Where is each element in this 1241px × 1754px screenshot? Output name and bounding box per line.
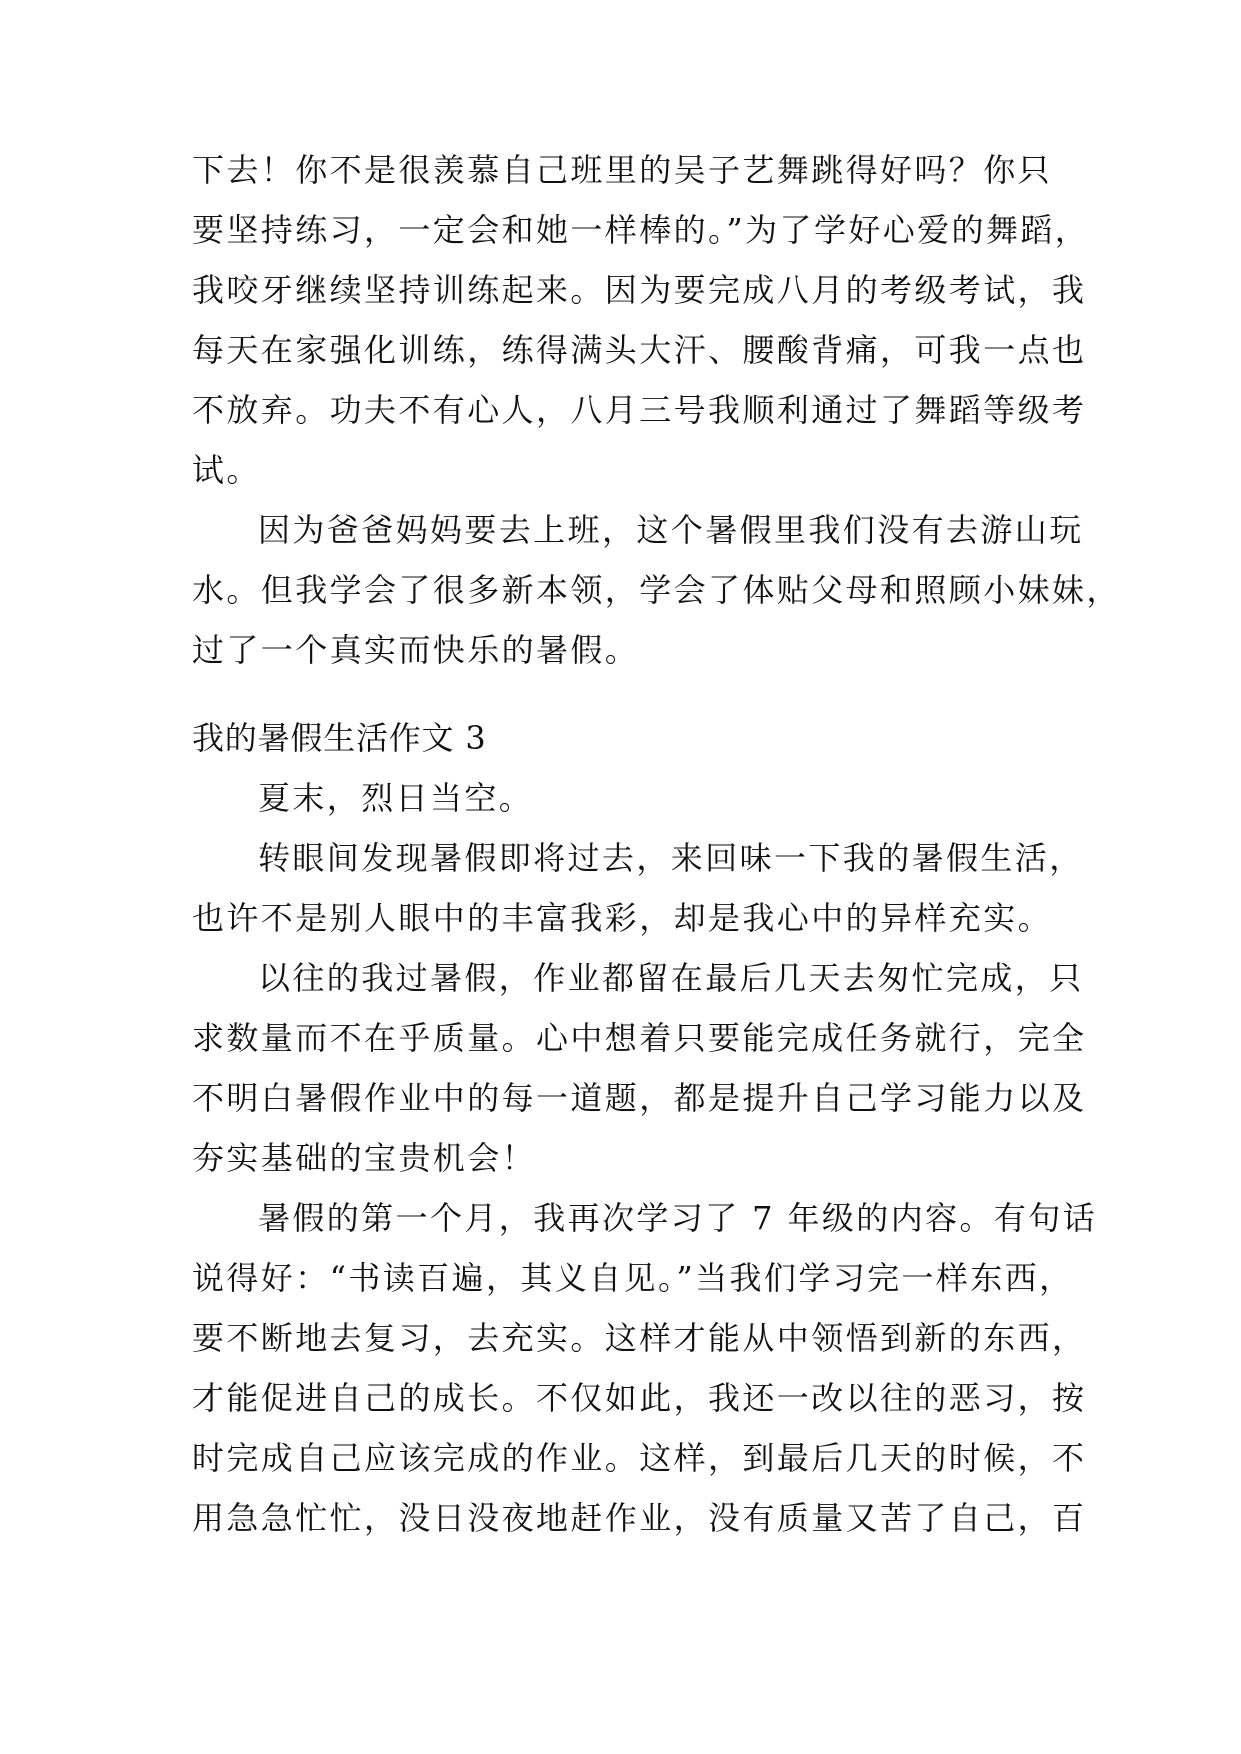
text-line: 试。 <box>192 451 261 489</box>
paragraph-2 <box>192 500 1121 680</box>
text-line: 夏末，烈日当空。 <box>258 779 534 817</box>
text-line: 水。但我学会了很多新本领，学会了体贴父母和照顾小妹妹， <box>192 571 1121 609</box>
text-line: 不放弃。功夫不有心人，八月三号我顺利通过了舞蹈等级考 <box>192 391 1087 429</box>
text-line: 求数量而不在乎质量。心中想着只要能完成任务就行，完全 <box>192 1019 1087 1057</box>
paragraph-5 <box>192 948 1087 1188</box>
paragraph-4 <box>192 828 1084 948</box>
text-line: 因为爸爸妈妈要去上班，这个暑假里我们没有去游山玩 <box>258 511 1084 549</box>
text-line: 时完成自己应该完成的作业。这样，到最后几天的时候，不 <box>192 1439 1087 1477</box>
text-line: 也许不是别人眼中的丰富我彩，却是我心中的异样充实。 <box>192 899 1053 937</box>
text-line: 我咬牙继续坚持训练起来。因为要完成八月的考级考试，我 <box>192 271 1087 309</box>
text-line: 转眼间发现暑假即将过去，来回味一下我的暑假生活， <box>258 839 1084 877</box>
bottom-text-block <box>192 768 1098 1548</box>
text-line: 要不断地去复习，去充实。这样才能从中领悟到新的东西， <box>192 1319 1087 1357</box>
text-line: 不明白暑假作业中的每一道题，都是提升自己学习能力以及 <box>192 1079 1087 1117</box>
paragraph-1 <box>192 140 1090 500</box>
paragraph-3 <box>192 768 1062 828</box>
text-line: 暑假的第一个月，我再次学习了 7 年级的内容。有句话 <box>258 1199 1098 1237</box>
text-line: 过了一个真实而快乐的暑假。 <box>192 631 640 669</box>
text-line: 夯实基础的宝贵机会！ <box>192 1139 537 1177</box>
section-title: 我的暑假生活作文 3 <box>192 719 487 757</box>
text-line: 说得好：“书读百遍，其义自见。”当我们学习完一样东西， <box>192 1259 1074 1297</box>
text-line: 才能促进自己的成长。不仅如此，我还一改以往的恶习，按 <box>192 1379 1087 1417</box>
top-text-block <box>192 140 1121 680</box>
paragraph-6 <box>192 1188 1098 1548</box>
text-line: 每天在家强化训练，练得满头大汗、腰酸背痛，可我一点也 <box>192 331 1087 369</box>
text-line: 要坚持练习，一定会和她一样棒的。”为了学好心爱的舞蹈， <box>192 211 1090 249</box>
section-heading-block <box>192 708 1062 768</box>
text-line: 下去！你不是很羡慕自己班里的吴子艺舞跳得好吗？你只 <box>192 151 1053 189</box>
text-line: 用急急忙忙，没日没夜地赶作业，没有质量又苦了自己，百 <box>192 1499 1087 1537</box>
text-line: 以往的我过暑假，作业都留在最后几天去匆忙完成，只 <box>258 959 1084 997</box>
